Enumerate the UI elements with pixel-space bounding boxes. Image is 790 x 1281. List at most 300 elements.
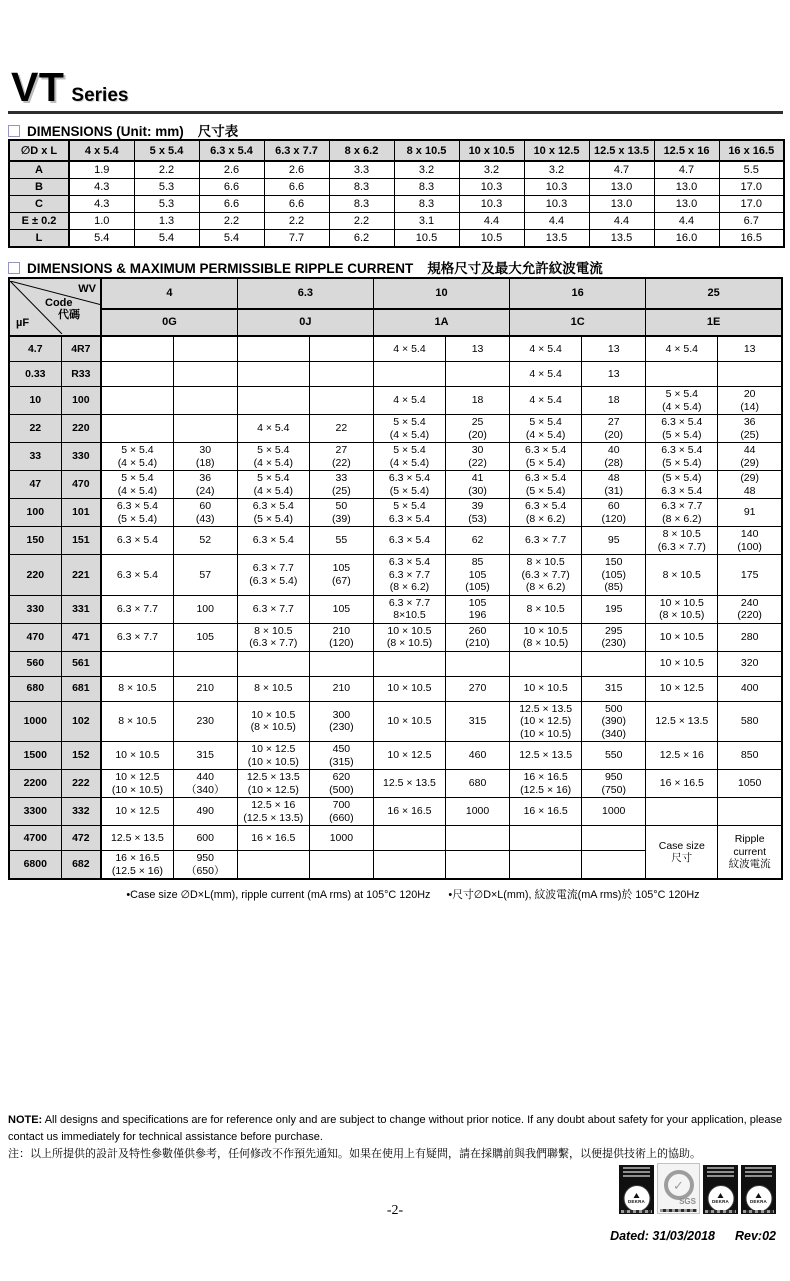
ripple-current-cell xyxy=(173,336,237,362)
dim-value-cell: 6.6 xyxy=(264,179,329,196)
dim-value-cell: 4.4 xyxy=(524,213,589,230)
ripple-row xyxy=(9,826,782,851)
title-divider xyxy=(8,111,783,114)
dim-value-cell: 10.5 xyxy=(459,230,524,248)
ripple-current-cell: 18 xyxy=(582,387,646,415)
dim-value-cell: 13.0 xyxy=(589,179,654,196)
case-size-cell xyxy=(373,851,445,880)
series-title-main: VT xyxy=(11,64,65,110)
ripple-current-cell: 60 (43) xyxy=(173,499,237,527)
note-text-cn: 注：以上所提供的設計及特性參數僅供參考，任何修改不作預先通知。如果在使用上有疑問，請在採購前與我們聯繫，以便提供技術上的協助。 xyxy=(8,1148,701,1160)
case-size-cell xyxy=(373,651,445,676)
ripple-row xyxy=(9,742,782,770)
ripple-current-cell: 300 (230) xyxy=(309,701,373,742)
code-value: 151 xyxy=(61,527,101,555)
ripple-current-cell: 1000 xyxy=(582,798,646,826)
ripple-current-cell: 48 (31) xyxy=(582,471,646,499)
ripple-current-cell: 105 xyxy=(309,595,373,623)
ripple-current-cell: 95 xyxy=(582,527,646,555)
dim-corner-label: ∅D x L xyxy=(9,140,69,161)
dekra-triangle-icon xyxy=(718,1193,724,1198)
uf-value: 220 xyxy=(9,555,61,596)
code-value: 330 xyxy=(61,443,101,471)
dim-value-cell: 7.7 xyxy=(264,230,329,248)
case-size-legend: Case size 尺寸 xyxy=(646,826,718,880)
ripple-current-cell: 550 xyxy=(582,742,646,770)
case-size-cell: 8 × 10.5 (6.3 × 7.7) (8 × 6.2) xyxy=(510,555,582,596)
case-size-cell xyxy=(510,826,582,851)
ripple-current-cell: 210 xyxy=(173,676,237,701)
code-value: 152 xyxy=(61,742,101,770)
ripple-current-cell: 100 xyxy=(173,595,237,623)
case-size-cell xyxy=(510,851,582,880)
dim-value-cell: 2.2 xyxy=(199,213,264,230)
ripple-row xyxy=(9,595,782,623)
ripple-row xyxy=(9,651,782,676)
ripple-current-cell: 41 (30) xyxy=(446,471,510,499)
dim-value-cell: 2.2 xyxy=(329,213,394,230)
dim-value-cell: 5.5 xyxy=(719,161,784,179)
uf-value: 680 xyxy=(9,676,61,701)
dim-value-cell: 1.9 xyxy=(69,161,134,179)
note-block xyxy=(8,1112,784,1163)
uf-value: 6800 xyxy=(9,851,61,880)
dim-col-header: 10 x 12.5 xyxy=(524,140,589,161)
ripple-current-cell: 460 xyxy=(446,742,510,770)
case-size-cell: 12.5 × 13.5 xyxy=(646,701,718,742)
ripple-current-cell: 175 xyxy=(718,555,782,596)
ripple-current-cell: 13 xyxy=(582,362,646,387)
dim-value-cell: 5.3 xyxy=(134,179,199,196)
ripple-current-cell: 27 (22) xyxy=(309,443,373,471)
case-size-cell: 6.3 × 5.4 xyxy=(101,555,173,596)
ripple-current-cell: 105 196 xyxy=(446,595,510,623)
sgs-check-icon: ✓ xyxy=(664,1170,694,1200)
case-size-cell: 6.3 × 5.4 (5 × 5.4) xyxy=(646,443,718,471)
uf-value: 100 xyxy=(9,499,61,527)
ripple-current-cell: 230 xyxy=(173,701,237,742)
uf-value: 2200 xyxy=(9,770,61,798)
case-size-cell: 8 × 10.5 xyxy=(101,701,173,742)
dim-col-header: 8 x 6.2 xyxy=(329,140,394,161)
dim-row-label: A xyxy=(9,161,69,179)
dekra-seal-label: DEKRA xyxy=(749,1199,767,1204)
uf-value: 560 xyxy=(9,651,61,676)
ripple-current-cell: 1000 xyxy=(309,826,373,851)
dim-col-header: 6.3 x 7.7 xyxy=(264,140,329,161)
ripple-current-cell: 600 xyxy=(173,826,237,851)
ripple-current-cell xyxy=(309,362,373,387)
code-value: 682 xyxy=(61,851,101,880)
case-size-cell: 10 × 12.5 xyxy=(101,798,173,826)
case-size-cell: 5 × 5.4 (4 × 5.4) xyxy=(101,471,173,499)
case-size-cell: 10 × 10.5 xyxy=(646,623,718,651)
dim-row-label: L xyxy=(9,230,69,248)
case-size-cell: 4 × 5.4 xyxy=(373,336,445,362)
dimensions-heading-text: DIMENSIONS (Unit: mm) xyxy=(27,124,184,139)
dim-value-cell: 2.2 xyxy=(264,213,329,230)
dim-value-cell: 2.6 xyxy=(199,161,264,179)
case-size-cell xyxy=(373,826,445,851)
case-size-cell: 10 × 10.5 (8 × 10.5) xyxy=(646,595,718,623)
ripple-current-cell: 320 xyxy=(718,651,782,676)
ripple-current-cell: 240 (220) xyxy=(718,595,782,623)
ripple-current-cell xyxy=(582,826,646,851)
case-size-cell: 4 × 5.4 xyxy=(510,336,582,362)
dim-col-header: 5 x 5.4 xyxy=(134,140,199,161)
uf-value: 3300 xyxy=(9,798,61,826)
case-size-cell: 6.3 × 5.4 xyxy=(101,527,173,555)
dim-value-cell: 6.6 xyxy=(199,196,264,213)
ripple-current-cell: 1000 xyxy=(446,798,510,826)
ripple-current-cell: 1050 xyxy=(718,770,782,798)
ripple-current-cell: 260 (210) xyxy=(446,623,510,651)
ripple-current-cell: 850 xyxy=(718,742,782,770)
note-label: NOTE: xyxy=(8,1114,43,1126)
ripple-current-cell: 27 (20) xyxy=(582,415,646,443)
uf-value: 4700 xyxy=(9,826,61,851)
case-size-cell: 6.3 × 5.4 xyxy=(373,527,445,555)
ripple-current-cell: 490 xyxy=(173,798,237,826)
dim-value-cell: 10.5 xyxy=(394,230,459,248)
code-value: 221 xyxy=(61,555,101,596)
case-size-cell xyxy=(646,362,718,387)
dim-value-cell: 17.0 xyxy=(719,196,784,213)
ripple-current-cell xyxy=(309,851,373,880)
case-size-cell: 6.3 × 7.7 (8 × 6.2) xyxy=(646,499,718,527)
code-value: 4R7 xyxy=(61,336,101,362)
uf-value: 22 xyxy=(9,415,61,443)
case-size-cell: 10 × 10.5 (8 × 10.5) xyxy=(373,623,445,651)
code-value: 101 xyxy=(61,499,101,527)
case-size-cell: 5 × 5.4 (4 × 5.4) xyxy=(646,387,718,415)
ripple-current-cell: 18 xyxy=(446,387,510,415)
ripple-current-cell: 22 xyxy=(309,415,373,443)
case-size-cell: 6.3 × 5.4 (5 × 5.4) xyxy=(646,415,718,443)
ripple-current-cell: 13 xyxy=(718,336,782,362)
ripple-current-cell: 315 xyxy=(173,742,237,770)
ripple-current-cell: 85 105 (105) xyxy=(446,555,510,596)
table-footnote xyxy=(60,887,766,902)
ripple-current-cell: 52 xyxy=(173,527,237,555)
dim-row xyxy=(9,179,784,196)
ripple-current-cell: 105 (67) xyxy=(309,555,373,596)
dimensions-section-heading xyxy=(8,120,238,140)
case-size-cell xyxy=(237,651,309,676)
corner-uf-label: µF xyxy=(16,316,30,329)
case-size-cell xyxy=(510,651,582,676)
case-size-cell: 16 × 16.5 (12.5 × 16) xyxy=(101,851,173,880)
case-size-cell xyxy=(101,387,173,415)
dim-col-header: 12.5 x 13.5 xyxy=(589,140,654,161)
case-size-cell xyxy=(237,362,309,387)
ripple-current-cell xyxy=(173,387,237,415)
ripple-current-cell: 55 xyxy=(309,527,373,555)
case-size-cell: 6.3 × 5.4 (5 × 5.4) xyxy=(510,471,582,499)
ripple-row xyxy=(9,555,782,596)
ripple-current-cell: 700 (660) xyxy=(309,798,373,826)
dim-value-cell: 13.0 xyxy=(654,196,719,213)
case-size-cell: 4 × 5.4 xyxy=(646,336,718,362)
dim-value-cell: 5.4 xyxy=(134,230,199,248)
case-size-cell: 6.3 × 7.7 xyxy=(101,595,173,623)
voltage-header: 6.3 xyxy=(237,278,373,309)
ripple-current-cell: 315 xyxy=(582,676,646,701)
ripple-current-cell: 315 xyxy=(446,701,510,742)
ripple-current-cell: 140 (100) xyxy=(718,527,782,555)
voltage-code-header: 1C xyxy=(510,309,646,336)
case-size-cell: (5 × 5.4) 6.3 × 5.4 xyxy=(646,471,718,499)
voltage-code-header: 0J xyxy=(237,309,373,336)
ripple-row xyxy=(9,770,782,798)
voltage-code-header: 1E xyxy=(646,309,782,336)
uf-value: 150 xyxy=(9,527,61,555)
code-value: 561 xyxy=(61,651,101,676)
ripple-row xyxy=(9,443,782,471)
uf-value: 47 xyxy=(9,471,61,499)
ripple-current-cell: 60 (120) xyxy=(582,499,646,527)
ripple-current-cell xyxy=(582,851,646,880)
ripple-current-cell: 280 xyxy=(718,623,782,651)
ripple-current-cell: 36 (25) xyxy=(718,415,782,443)
case-size-cell: 5 × 5.4 (4 × 5.4) xyxy=(373,415,445,443)
code-value: R33 xyxy=(61,362,101,387)
case-size-cell: 6.3 × 5.4 6.3 × 7.7 (8 × 6.2) xyxy=(373,555,445,596)
certificate-text-lines xyxy=(619,1167,654,1177)
ripple-current-cell: 440 （340） xyxy=(173,770,237,798)
ripple-row xyxy=(9,387,782,415)
dim-value-cell: 4.7 xyxy=(589,161,654,179)
ripple-current-table xyxy=(8,277,783,880)
rev-label: Rev:02 xyxy=(735,1229,776,1243)
ripple-current-cell: 44 (29) xyxy=(718,443,782,471)
dim-value-cell: 3.1 xyxy=(394,213,459,230)
ripple-current-cell xyxy=(446,851,510,880)
ripple-current-cell xyxy=(446,362,510,387)
ripple-current-cell: 30 (18) xyxy=(173,443,237,471)
ripple-header-row-wv xyxy=(9,278,782,309)
case-size-cell: 10 × 10.5 (8 × 10.5) xyxy=(510,623,582,651)
case-size-cell: 5 × 5.4 6.3 × 5.4 xyxy=(373,499,445,527)
ripple-current-cell: 13 xyxy=(582,336,646,362)
dim-value-cell: 8.3 xyxy=(329,179,394,196)
ripple-header-row-code xyxy=(9,309,782,336)
case-size-cell: 12.5 × 13.5 xyxy=(101,826,173,851)
dim-value-cell: 16.0 xyxy=(654,230,719,248)
case-size-cell: 16 × 16.5 xyxy=(237,826,309,851)
dim-value-cell: 17.0 xyxy=(719,179,784,196)
case-size-cell: 12.5 × 16 xyxy=(646,742,718,770)
page-number: -2- xyxy=(386,1203,404,1218)
ripple-current-cell: 950 (750) xyxy=(582,770,646,798)
dim-value-cell: 8.3 xyxy=(394,179,459,196)
dim-value-cell: 3.2 xyxy=(394,161,459,179)
dim-value-cell: 4.4 xyxy=(654,213,719,230)
dimensions-heading-cn: 尺寸表 xyxy=(197,124,239,139)
ripple-current-cell xyxy=(718,798,782,826)
ripple-current-cell: 50 (39) xyxy=(309,499,373,527)
dim-value-cell: 2.6 xyxy=(264,161,329,179)
dim-value-cell: 3.3 xyxy=(329,161,394,179)
ripple-row xyxy=(9,499,782,527)
dim-value-cell: 6.2 xyxy=(329,230,394,248)
code-value: 472 xyxy=(61,826,101,851)
uf-value: 1500 xyxy=(9,742,61,770)
dekra-seal-label: DEKRA xyxy=(711,1199,729,1204)
dim-value-cell: 8.3 xyxy=(329,196,394,213)
dim-col-header: 16 x 16.5 xyxy=(719,140,784,161)
case-size-cell: 8 × 10.5 xyxy=(101,676,173,701)
voltage-header: 10 xyxy=(373,278,509,309)
ripple-current-cell xyxy=(718,362,782,387)
case-size-cell: 8 × 10.5 (6.3 × 7.7) xyxy=(237,623,309,651)
ripple-current-cell: 620 (500) xyxy=(309,770,373,798)
case-size-cell: 6.3 × 5.4 (5 × 5.4) xyxy=(373,471,445,499)
ripple-current-cell: 500 (390) (340) xyxy=(582,701,646,742)
ripple-heading-cn: 規格尺寸及最大允許紋波電流 xyxy=(427,261,603,276)
ripple-current-cell xyxy=(446,826,510,851)
code-value: 100 xyxy=(61,387,101,415)
case-size-cell: 5 × 5.4 (4 × 5.4) xyxy=(101,443,173,471)
certificate-text-lines xyxy=(703,1167,738,1177)
dimensions-table xyxy=(8,139,785,248)
dekra-triangle-icon xyxy=(634,1193,640,1198)
dim-row xyxy=(9,161,784,179)
ripple-current-cell: 62 xyxy=(446,527,510,555)
note-text-en: All designs and specifications are for reference only and are subject to change without prior notice. If any doubt about safety for your application, please contact us immediately for technical assistance before purchase. xyxy=(8,1114,783,1143)
ripple-current-cell: 210 xyxy=(309,676,373,701)
dim-value-cell: 4.4 xyxy=(589,213,654,230)
ripple-row xyxy=(9,798,782,826)
code-value: 332 xyxy=(61,798,101,826)
case-size-cell xyxy=(101,336,173,362)
certificate-text-lines xyxy=(741,1167,776,1177)
dim-value-cell: 10.3 xyxy=(459,179,524,196)
ripple-current-cell: 57 xyxy=(173,555,237,596)
ripple-current-cell xyxy=(309,387,373,415)
dim-row-label: E ± 0.2 xyxy=(9,213,69,230)
sgs-label: SGS xyxy=(679,1197,696,1206)
dim-value-cell: 4.3 xyxy=(69,196,134,213)
dekra-seal-label: DEKRA xyxy=(627,1199,645,1204)
corner-code-label: Code xyxy=(45,296,73,309)
case-size-cell xyxy=(101,415,173,443)
case-size-cell: 6.3 × 5.4 (5 × 5.4) xyxy=(510,443,582,471)
ripple-current-cell: (29) 48 xyxy=(718,471,782,499)
case-size-cell: 4 × 5.4 xyxy=(510,362,582,387)
ripple-row xyxy=(9,623,782,651)
dim-value-cell: 5.3 xyxy=(134,196,199,213)
dim-value-cell: 2.2 xyxy=(134,161,199,179)
dim-value-cell: 13.5 xyxy=(524,230,589,248)
ripple-row xyxy=(9,362,782,387)
dim-value-cell: 10.3 xyxy=(524,196,589,213)
square-bullet-icon xyxy=(8,125,20,137)
ripple-current-cell: 13 xyxy=(446,336,510,362)
ripple-current-cell: 40 (28) xyxy=(582,443,646,471)
ripple-current-cell xyxy=(309,651,373,676)
dim-value-cell: 3.2 xyxy=(459,161,524,179)
corner-diagonal-cell xyxy=(10,281,102,334)
ripple-current-cell: 400 xyxy=(718,676,782,701)
ripple-current-cell: 91 xyxy=(718,499,782,527)
case-size-cell: 6.3 × 7.7 xyxy=(237,595,309,623)
ripple-table-corner xyxy=(9,278,101,336)
dim-value-cell: 13.5 xyxy=(589,230,654,248)
code-value: 470 xyxy=(61,471,101,499)
dim-col-header: 12.5 x 16 xyxy=(654,140,719,161)
dim-value-cell: 1.3 xyxy=(134,213,199,230)
dim-value-cell: 1.0 xyxy=(69,213,134,230)
case-size-cell: 5 × 5.4 (4 × 5.4) xyxy=(373,443,445,471)
case-size-cell: 10 × 10.5 xyxy=(373,676,445,701)
case-size-cell: 8 × 10.5 xyxy=(237,676,309,701)
code-value: 220 xyxy=(61,415,101,443)
ripple-current-cell: 36 (24) xyxy=(173,471,237,499)
case-size-cell: 12.5 × 13.5 (10 × 12.5) xyxy=(237,770,309,798)
ripple-current-cell: 450 (315) xyxy=(309,742,373,770)
voltage-header: 16 xyxy=(510,278,646,309)
dekra-triangle-icon xyxy=(756,1193,762,1198)
dim-row xyxy=(9,213,784,230)
ripple-current-cell xyxy=(582,651,646,676)
dim-col-header: 4 x 5.4 xyxy=(69,140,134,161)
ripple-current-cell: 105 xyxy=(173,623,237,651)
ripple-current-cell: 25 (20) xyxy=(446,415,510,443)
series-title-sub: Series xyxy=(71,85,129,106)
case-size-cell: 16 × 16.5 xyxy=(646,770,718,798)
ripple-current-cell: 195 xyxy=(582,595,646,623)
case-size-cell xyxy=(646,798,718,826)
series-title xyxy=(11,64,128,111)
footnote-en: •Case size ∅D×L(mm), ripple current (mA rms) at 105°C 120Hz xyxy=(126,889,431,901)
code-value: 471 xyxy=(61,623,101,651)
case-size-cell: 4 × 5.4 xyxy=(373,387,445,415)
dim-value-cell: 10.3 xyxy=(459,196,524,213)
case-size-cell: 4 × 5.4 xyxy=(237,415,309,443)
case-size-cell: 12.5 × 13.5 xyxy=(510,742,582,770)
case-size-cell: 10 × 10.5 (8 × 10.5) xyxy=(237,701,309,742)
dated-revision xyxy=(610,1229,776,1243)
code-value: 681 xyxy=(61,676,101,701)
ripple-row xyxy=(9,471,782,499)
ripple-section-heading xyxy=(8,257,603,277)
case-size-cell: 10 × 10.5 xyxy=(510,676,582,701)
ripple-row xyxy=(9,676,782,701)
case-size-cell: 16 × 16.5 xyxy=(373,798,445,826)
ripple-current-cell xyxy=(173,362,237,387)
case-size-cell: 10 × 10.5 xyxy=(646,651,718,676)
case-size-cell: 12.5 × 13.5 (10 × 12.5) (10 × 10.5) xyxy=(510,701,582,742)
ripple-row xyxy=(9,336,782,362)
case-size-cell: 5 × 5.4 (4 × 5.4) xyxy=(237,471,309,499)
dim-value-cell: 10.3 xyxy=(524,179,589,196)
ripple-current-cell xyxy=(309,336,373,362)
dim-value-cell: 4.3 xyxy=(69,179,134,196)
case-size-cell: 6.3 × 5.4 (5 × 5.4) xyxy=(237,499,309,527)
case-size-cell: 12.5 × 16 (12.5 × 13.5) xyxy=(237,798,309,826)
case-size-cell: 10 × 10.5 xyxy=(373,701,445,742)
voltage-code-header: 0G xyxy=(101,309,237,336)
dim-row xyxy=(9,230,784,248)
case-size-cell: 16 × 16.5 xyxy=(510,798,582,826)
dim-row xyxy=(9,196,784,213)
ripple-current-cell: 30 (22) xyxy=(446,443,510,471)
dim-value-cell: 5.4 xyxy=(199,230,264,248)
dim-value-cell: 16.5 xyxy=(719,230,784,248)
case-size-cell: 16 × 16.5 (12.5 × 16) xyxy=(510,770,582,798)
case-size-cell: 10 × 12.5 (10 × 10.5) xyxy=(101,770,173,798)
